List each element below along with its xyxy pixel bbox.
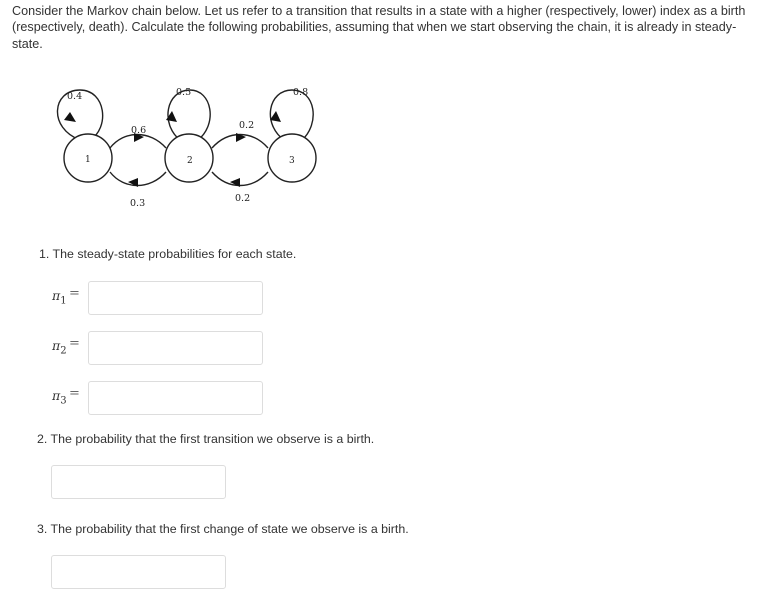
question-3: 3. The probability that the first change of state we observe is a birth.	[37, 522, 409, 536]
pi-3-input[interactable]	[88, 381, 263, 415]
birth-transition-answer-input[interactable]	[51, 465, 226, 499]
problem-statement: Consider the Markov chain below. Let us refer to a transition that results in a state with a higher (respectively, lower) index as a birth (respectively, death). Calculate the following probabilities, assuming that when we start observing the chain, it is already in steady-state.	[12, 4, 746, 51]
state-label-3: 3	[289, 156, 295, 166]
pi-row-1	[52, 281, 272, 315]
self-loop-label-2: 0.5	[176, 87, 192, 98]
forward-label-12: 0.6	[131, 125, 147, 136]
birth-state-change-answer-input[interactable]	[51, 555, 226, 589]
pi-label-3: $\pi_3$	[52, 388, 67, 407]
question-2: 2. The probability that the first transition we observe is a birth.	[37, 432, 375, 446]
backward-label-21: 0.3	[130, 198, 146, 209]
arrow-self-1	[64, 112, 76, 122]
pi-row-3	[52, 381, 272, 415]
self-loop-label-3: 0.8	[293, 87, 309, 98]
backward-label-32: 0.2	[235, 193, 251, 204]
equals-sign: =	[69, 336, 80, 351]
state-label-2: 2	[187, 156, 193, 166]
pi-row-2	[52, 331, 272, 365]
question-1: 1. The steady-state probabilities for each state.	[39, 247, 297, 261]
forward-label-23: 0.2	[239, 120, 255, 131]
pi-2-input[interactable]	[88, 331, 263, 365]
markov-chain-diagram	[40, 78, 340, 218]
equals-sign: =	[69, 386, 80, 401]
pi-label-2: $\pi_2$	[52, 338, 67, 357]
state-label-1: 1	[85, 155, 91, 165]
pi-1-input[interactable]	[88, 281, 263, 315]
pi-label-1: $\pi_1$	[52, 288, 67, 307]
self-loop-label-1: 0.4	[67, 91, 83, 102]
equals-sign: =	[69, 286, 80, 301]
